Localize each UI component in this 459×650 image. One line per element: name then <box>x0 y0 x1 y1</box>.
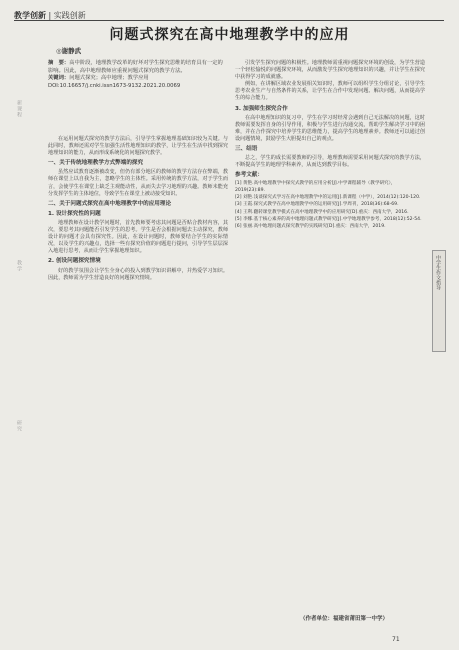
page-number: 71 <box>392 636 400 643</box>
paragraph: 引发学生探究问题的积极性。地理教师需重视问题探究环境的创设，为学生营造一个轻松愉悦的问题探究环境，从而激发学生探究地理知识的兴趣，并让学生在探究中获得学习的成就感。 <box>235 60 425 81</box>
paragraph: 在高中地理知识的复习中，学生在学习时经常会遇到自己无法解决的问题，这时教师需要发挥自身的引导作用，积极与学生进行沟通交流，帮助学生解决学习中的困难，并在合作探究中培养学生的思维能力，提高学生的地理素养。教师还可以通过创设问题情境，鼓励学生大胆提出自己的观点。 <box>235 114 425 142</box>
reference-item: [5] 李娜.基于核心素养的高中地理问题式教学研究[J].中学地理教学参考，2018(12):52-54. <box>235 216 422 222</box>
paragraph: 好的教学氛围会让学生全身心的投入到教学知识讲解中，并热爱学习知识。因此，教师需为学生营造良好的问题探究情境。 <box>48 267 228 281</box>
reference-item: [4] 王利.翻转课堂教学模式在高中地理教学中的应用研究[D].重庆：西南大学，2016. <box>235 209 409 215</box>
section-heading: 二、关于问题式探究在高中地理教学中的应用理论 <box>48 200 172 207</box>
side-column-label: 中学生作文指导 <box>435 255 441 290</box>
abstract-label: 摘 要： <box>48 60 70 66</box>
right-column <box>235 60 425 231</box>
reference-item: [2] 刘艳.浅谈探究式学习在高中地理教学中的运用[J].新课程（中学），2014(12):120-120. <box>235 195 421 200</box>
paragraph: 例如，在讲解区域农业发展相关知识时，教师可以组织学生分组讨论，引导学生思考农业生产与自然条件的关系，让学生在合作中发现问题、解决问题，从而提高学生的综合能力。 <box>235 81 425 102</box>
reference-item: [3] 王霞.探究式教学在高中地理教学中的运用研究[J].学周刊，2018(36):68-69. <box>235 202 399 208</box>
article-title: 问题式探究在高中地理教学中的应用 <box>109 27 350 43</box>
subsection-heading: 3. 加强师生探究合作 <box>235 105 288 112</box>
keywords-text: 问题式探究；高中地理；教学应用 <box>69 75 149 81</box>
side-label-2: 教学 <box>16 260 22 272</box>
subsection-heading: 2. 创设问题探究情境 <box>48 258 101 265</box>
column-name: 教学创新 <box>14 11 46 20</box>
section-name: 实践创新 <box>53 11 86 20</box>
paragraph: 总之，学生的成长需要教师的引导，地理教师需要采用问题式探究的教学方法，不断提高学生的地理学科素养，从而达到教学目标。 <box>235 155 425 169</box>
section-heading: 一、关于传统地理教学方式弊端的探究 <box>48 160 144 167</box>
side-label-3: 研究 <box>16 420 22 432</box>
left-column <box>48 136 228 282</box>
reference-item: [1] 黄艳.高中地理教学中探究式教学的应用分析[J].中学课程辅导（教学研究），2019(23):89. <box>235 181 396 193</box>
keywords-label: 关键词： <box>48 75 70 81</box>
paragraph: 地理教师在设计教学问题时，首先教师要考虑其问题是否贴合教材内容，其次，要思考其问题能否引发学生的思考。学生是否会根据问题去主动探究，教师设计的问题才会具有探究性。因此，在设计问题时，教师要结合学生的实际情况，以及学生的兴趣点，选择一些有探究价值的问题进行提问，引导学生层层深入地进行思考，从而让学生掌握地理知识。 <box>48 219 228 255</box>
subsection-heading: 1. 设计探究性的问题 <box>48 210 101 217</box>
side-label-1: 新课程 <box>16 100 22 118</box>
paragraph: 在运用问题式探究的教学方法后，引导学生掌握地理基础知识较为关键。与此同时，教师还需对学生加强生活性地理知识的教学，让学生在生活中找到探究地理知识的能力，从而形成系统化的问题探究教学。 <box>48 136 228 157</box>
header-divider: | <box>48 11 54 20</box>
references-list <box>235 181 425 230</box>
doi-text: DOI:10.16657/j.cnki.issn1673-9132.2021.20.0069 <box>48 82 181 89</box>
abstract-block <box>48 60 228 90</box>
abstract-text: 高中阶段，地理教学改革的好坏对学生探究思维的培育具有一定的影响。因此，高中地理教师应重视问题式探究的教学方法。 <box>48 60 223 74</box>
left-margin <box>4 60 34 620</box>
author-unit: （作者单位：福建省莆田第一中学） <box>300 616 389 622</box>
reference-item: [6] 张丽.高中地理问题式探究教学的实践研究[D].重庆：西南大学，2019. <box>235 224 386 230</box>
side-column-band <box>432 250 446 352</box>
header-rule <box>14 20 444 21</box>
article-author: ◎谢静武 <box>56 47 82 55</box>
references-heading: 参考文献： <box>235 172 263 179</box>
section-heading: 三、结语 <box>235 146 258 153</box>
paragraph: 虽然应试教育逐渐被改变，但仍有部分地区的教师的教学方法存在弊端，教师在课堂上以自我为主，忽略学生的主体性。采用传统的教学方法，对于学生而言，会使学生在课堂上缺乏主观能动性，从而失去学习地理的兴趣。教师未能充分发挥学生的主体地位，导致学生在课堂上被动接受知识。 <box>48 169 228 197</box>
